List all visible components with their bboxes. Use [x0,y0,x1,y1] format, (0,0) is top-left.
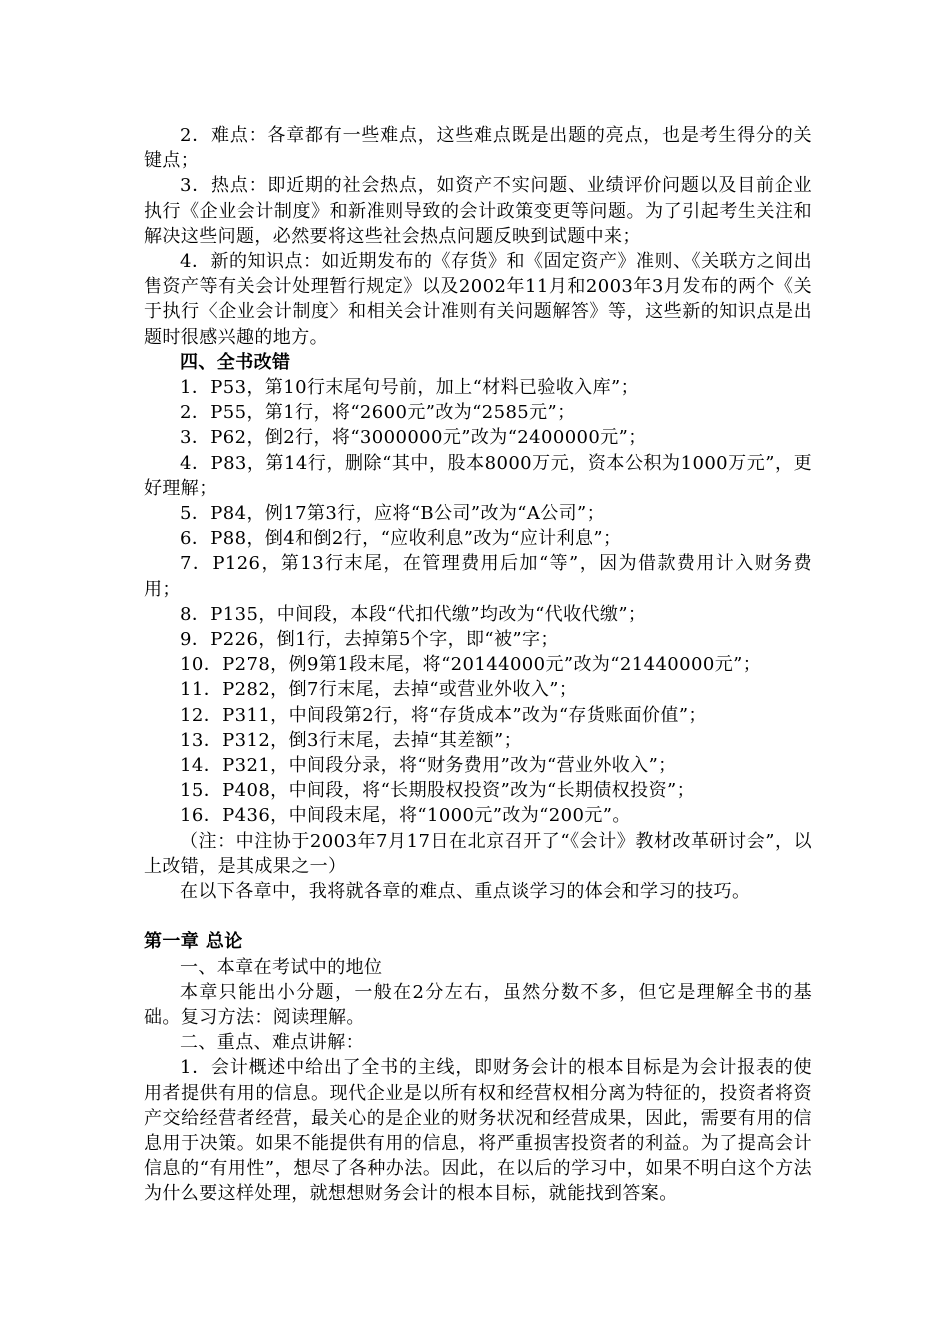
correction-item: 8．P135，中间段，本段“代扣代缴”均改为“代收代缴”； [180,603,647,625]
intro-item-4: 4．新的知识点：如近期发布的《存货》和《固定资产》准则、《关联方之间出售资产等有关会计处理暂行规定》以及2002年11月和2003年3月发布的两个《关于执行〈企业会计制度〉和相关会计准则有关问题解答》等，这些新的知识点是出题时很感兴趣的地方。 [144,251,812,348]
correction-item: 3．P62，倒2行，将“3000000元”改为“2400000元”； [180,427,647,449]
corrections-note: （注：中注协于2003年7月17日在北京召开了“《会计》教材改革研讨会”，以上改错，是其成果之一） [144,830,812,877]
section-heading-corrections: 四、全书改错 [180,351,291,373]
correction-item: 11．P282，倒7行末尾，去掉“或营业外收入”； [180,679,578,701]
intro-item-2: 2．难点：各章都有一些难点，这些难点既是出题的亮点，也是考生得分的关键点； [144,125,812,172]
correction-item: 12．P311，中间段第2行，将“存货成本”改为“存货账面价值”； [180,704,707,726]
chapter-subheading-position: 一、本章在考试中的地位 [180,956,383,978]
chapter-heading: 第一章 总论 [144,931,243,953]
correction-item: 9．P226，倒1行，去掉第5个字，即“被”字； [180,629,559,651]
chapter-paragraph-keypoints: 1．会计概述中给出了全书的主线，即财务会计的根本目标是为会计报表的使用者提供有用的信息。现代企业是以所有权和经营权相分离为特征的，投资者将资产交给经营者经营，最关心的是企业的财务状况和经营成果，因此，需要有用的信息用于决策。如果不能提供有用的信息，将严重损害投资者的利益。为了提高会计信息的“有用性”，想尽了各种办法。因此，在以后的学习中，如果不明白这个方法为什么要这样处理，就想想财务会计的根本目标，就能找到答案。 [144,1057,812,1205]
chapter-subheading-keypoints: 二、重点、难点讲解： [180,1032,364,1054]
correction-item: 5．P84，例17第3行，应将“B公司”改为“A公司”； [180,503,606,525]
blank-line [144,904,812,929]
document-page [144,123,812,1207]
transition-paragraph: 在以下各章中，我将就各章的难点、重点谈学习的体会和学习的技巧。 [180,881,751,903]
intro-item-3: 3．热点：即近期的社会热点，如资产不实问题、业绩评价问题以及目前企业执行《企业会计制度》和新准则导致的会计政策变更等问题。为了引起考生关注和解决这些问题，必然要将这些社会热点问题反映到试题中来； [144,175,812,247]
correction-item: 7．P126，第13行末尾，在管理费用后加“等”，因为借款费用计入财务费用； [144,553,812,600]
correction-item: 2．P55，第1行，将“2600元”改为“2585元”； [180,402,576,424]
correction-item: 4．P83，第14行，删除“其中，股本8000万元，资本公积为1000万元”，更好理解； [144,452,812,499]
chapter-paragraph-position: 本章只能出小分题，一般在2分左右，虽然分数不多，但它是理解全书的基础。复习方法：阅读理解。 [144,981,812,1028]
correction-item: 6．P88，倒4和倒2行，“应收利息”改为“应计利息”； [180,528,622,550]
correction-item: 13．P312，倒3行末尾，去掉“其差额”； [180,729,523,751]
correction-item: 15．P408，中间段，将“长期股权投资”改为“长期债权投资”； [180,780,695,802]
correction-item: 14．P321，中间段分录，将“财务费用”改为“营业外收入”； [180,755,677,777]
correction-item: 10．P278，例9第1段末尾，将“20144000元”改为“21440000元”； [180,654,762,676]
correction-item: 1．P53，第10行末尾句号前，加上“材料已验收入库”； [180,377,639,399]
correction-item: 16．P436，中间段末尾，将“1000元”改为“200元”。 [180,805,631,827]
